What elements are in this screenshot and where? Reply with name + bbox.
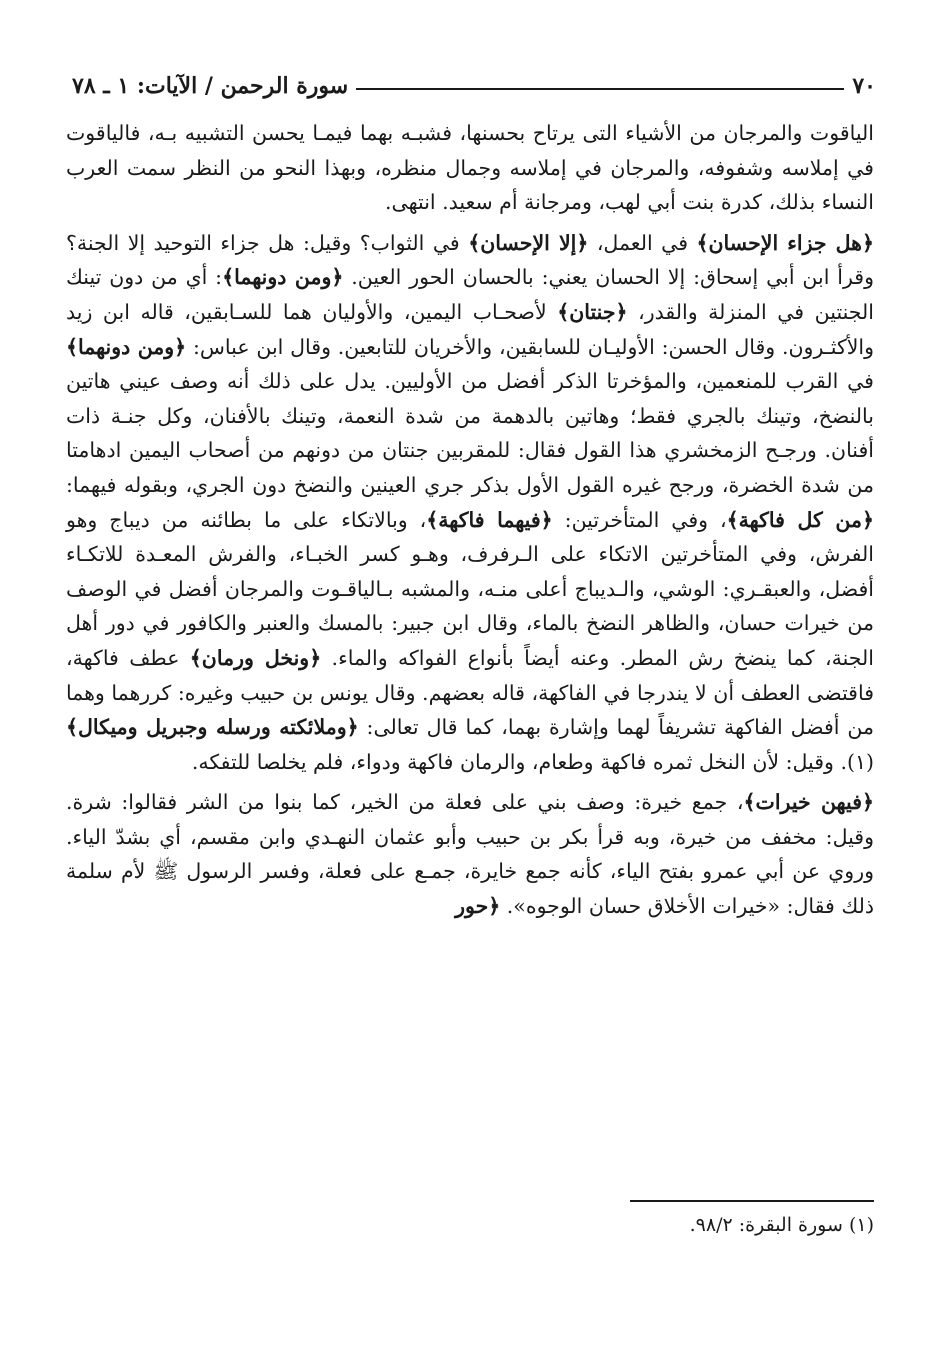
page-number: ٧٠ (852, 73, 876, 99)
quran-quote: ﴿ونخل ورمان﴾ (189, 645, 322, 670)
chapter-title: سورة الرحمن / الآيات: ١ ـ ٧٨ (72, 73, 349, 99)
running-header (72, 66, 876, 106)
quran-quote: ﴿ومن دونهما﴾ (222, 265, 344, 290)
quran-quote: ﴿حور (455, 894, 501, 919)
quran-quote: ﴿من كل فاكهة﴾ (726, 507, 874, 532)
paragraph-1: الياقوت والمرجان من الأشياء التى يرتاح بحسنها، فشبـه بهما فيمـا يحسن التشبيه بـه، فالياقوت في إملاسه وشفوفه، والمرجان في إملاسه وجمال منظره، وبهذا النحو من النظر سمت العرب النساء بذلك، كدرة بنت أبي لهب، ومرجانة أم سعيد. انتهى. (66, 121, 874, 215)
quran-quote: ﴿جنتان﴾ (557, 299, 628, 324)
paragraph-3: ﴿فيهن خيرات﴾، جمع خيرة: وصف بني على فعلة من الخير، كما بنوا من الشر فقالوا: شرة. وقيل: مخفف من خيرة، وبه قرأ بكر بن حبيب وأبو عثمان النهـدي وابن مقسم، أي بشدّ الياء. وروي عن أبي عمرو بفتح الياء، كأنه جمع خايرة، جمـع على فعلة، وفسر الرسول ﷺ لأم سلمة ذلك فقال: «خيرات الأخلاق حسان الوجوه». ﴿حور (66, 790, 875, 919)
quran-quote: ﴿هل جزاء الإحسان﴾ (696, 230, 874, 255)
footnote: (١) سورة البقرة: ٩٨/٢. (689, 1214, 874, 1236)
main-text (66, 116, 874, 924)
quran-quote: ﴿فيهن خيرات﴾ (743, 790, 875, 815)
quran-quote: ﴿فيهما فاكهة﴾ (426, 507, 553, 532)
header-rule (356, 88, 844, 90)
quran-quote: ﴿وملائكته ورسله وجبريل وميكال﴾ (66, 715, 359, 740)
paragraph-2: ﴿هل جزاء الإحسان﴾ في العمل، ﴿إلا الإحسان﴾ في الثواب؟ وقيل: هل جزاء التوحيد إلا الجنة؟ وقرأ ابن أبي إسحاق: إلا الحسان يعني: بالحسان الحور العين. ﴿ومن دونهما﴾: أي من دون تينك الجنتين في المنزلة والقدر، ﴿جنتان﴾ لأصحـاب اليمين، والأوليان هما للسـابقين، قاله ابن زيد والأكثـرون. وقال الحسن: الأوليـان للسابقين، والأخريان للتابعين. وقال ابن عباس: ﴿ومن دونهما﴾ في القرب للمنعمين، والمؤخرتا الذكر أفضل من الأوليين. يدل على ذلك أنه وصف عيني هاتين بالنضخ، وتينك بالجري فقط؛ وهاتين بالدهمة من شدة النعمة، وتينك بالأفنان، وكل جنـة ذات أفنان. ورجـح الزمخشري هذا القول فقال: للمقربين جنتان من دونهم من أصحاب اليمين ادهامتا من شدة الخضرة، ورجح غيره القول الأول بذكر جري العينين والنضخ دون الجري، وبقوله فيهما: ﴿من كل فاكهة﴾، وفي المتأخرتين: ﴿فيهما فاكهة﴾، وبالاتكاء على ما بطائنه من ديباج وهو الفرش، وفي المتأخرتين الاتكاء على الـرفرف، وهـو كسر الخبـاء، والفرش المعـدة للاتكـاء أفضل، والعبقـري: الوشي، والـديباج أعلى منـه، والمشبه بـالياقـوت والمرجان أفضل في الوصف من خيرات حسان، والظاهر النضخ بالماء، وقال ابن جبير: بالمسك والعنبر والكافور في دور أهل الجنة، كما ينضخ رش المطر. وعنه أيضاً بأنواع الفواكه والماء. ﴿ونخل ورمان﴾ عطف فاكهة، فاقتضى العطف أن لا يندرجا في الفاكهة، قاله بعضهم. وقال يونس بن حبيب وغيره: كررهما وهما من أفضل الفاكهة تشريفاً لهما وإشارة بهما، كما قال تعالى: ﴿وملائكته ورسله وجبريل وميكال﴾(١). وقيل: لأن النخل ثمره فاكهة وطعام، والرمان فاكهة ودواء، فلم يخلصا للتفكه. (66, 230, 874, 774)
quran-quote: ﴿إلا الإحسان﴾ (468, 230, 589, 255)
footnote-separator (630, 1200, 874, 1202)
quran-quote: ﴿ومن دونهما﴾ (66, 334, 187, 359)
